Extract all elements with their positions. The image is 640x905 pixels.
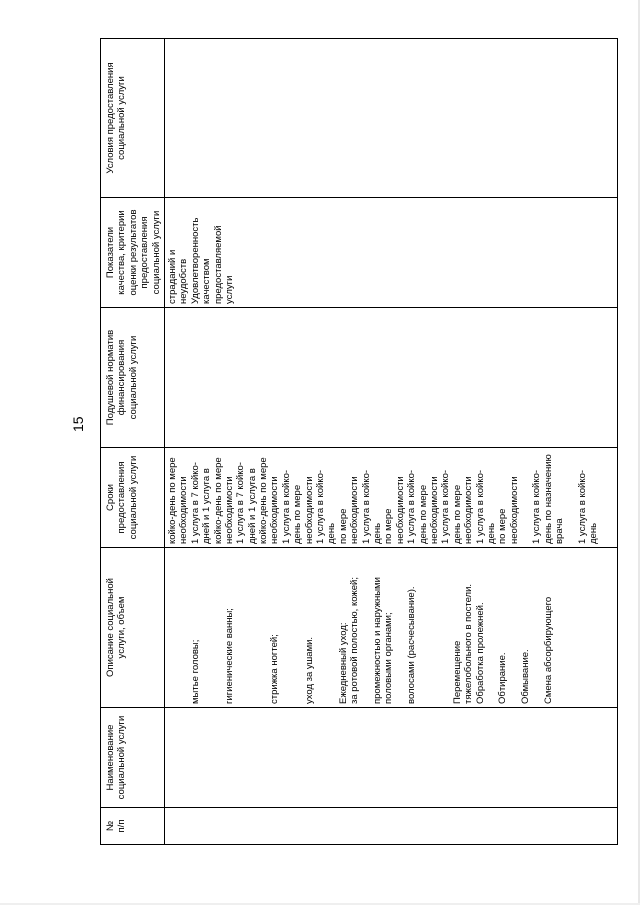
- cell-description: [164, 548, 617, 708]
- terms-line: необходимости: [463, 476, 475, 544]
- description-line: стрижка ногтей;: [269, 634, 281, 704]
- terms-line: день по мере: [292, 484, 304, 544]
- cell-conditions: [164, 39, 617, 198]
- terms-line: по мере: [497, 508, 509, 544]
- page-number: 15: [70, 416, 86, 432]
- header-financing-norm: Подушевой норматив финансирования социальной услуги: [101, 308, 165, 448]
- terms-line: необходимости: [178, 476, 190, 544]
- terms-line: необходимости: [508, 476, 520, 544]
- description-line: Ежедневный уход:: [337, 622, 349, 704]
- terms-line: по мере: [337, 508, 349, 544]
- description-line: [315, 551, 326, 704]
- description-line: [258, 551, 269, 704]
- description-line: [531, 551, 542, 704]
- header-conditions: Условия предоставления социальной услуги: [101, 39, 165, 198]
- terms-line: необходимости: [394, 476, 406, 544]
- description-line: гигиенические ванны;: [223, 608, 235, 704]
- terms-line: необходимости: [269, 476, 281, 544]
- terms-line: дней и 1 услуга в: [201, 468, 213, 544]
- table-row: [164, 39, 617, 845]
- quality-line: услуги: [223, 275, 235, 304]
- description-line: мытье головы;: [189, 639, 201, 704]
- description-line: Смена абсорбирующего: [542, 596, 554, 704]
- header-terms: Сроки предоставления социальной услуги: [101, 448, 165, 548]
- terms-line: день по назначению: [542, 454, 554, 544]
- terms-line: 1 услуга в койко-: [440, 469, 452, 544]
- quality-line: качеством: [201, 258, 213, 304]
- cell-service-name: [164, 708, 617, 808]
- cell-number: [164, 808, 617, 845]
- cell-quality-indicators: [164, 198, 617, 308]
- description-line: [429, 551, 440, 704]
- description-line: уход за ушами.: [303, 636, 315, 704]
- terms-line: по мере: [383, 508, 395, 544]
- terms-line: день по мере: [417, 484, 429, 544]
- quality-line: Удовлетворенность: [189, 217, 201, 304]
- terms-line: 1 услуга в койко-день: [474, 469, 497, 544]
- terms-line: койко-день по мере: [258, 457, 270, 544]
- description-line: [509, 551, 520, 704]
- description-line: Обмывание.: [520, 649, 532, 704]
- cell-financing-norm: [164, 308, 617, 448]
- description-line: Обработка пролежней.: [474, 602, 486, 704]
- description-line: [235, 551, 246, 704]
- header-description: Описание социальной услуги, объем: [101, 548, 165, 708]
- terms-line: койко-день по мере: [212, 457, 224, 544]
- terms-line: 1 услуга в 7 койко-: [189, 462, 201, 544]
- services-table: [100, 38, 618, 845]
- terms-line: 1 услуга в 7 койко-: [235, 462, 247, 544]
- header-quality-indicators: Показатели качества, критерии оценки результатов предоставления социальной услуги: [101, 198, 165, 308]
- description-line: [326, 551, 337, 704]
- terms-line: необходимости: [303, 476, 315, 544]
- description-line: [213, 551, 224, 704]
- description-line: [281, 551, 292, 704]
- description-line: волосами (расчесывание).: [406, 586, 418, 704]
- description-line: [418, 551, 429, 704]
- description-line: Обтирание.: [497, 652, 509, 704]
- terms-line: [520, 451, 531, 544]
- description-line: [178, 551, 189, 704]
- quality-line: предоставляемой: [212, 225, 224, 304]
- description-line: [395, 551, 406, 704]
- terms-line: необходимости: [428, 476, 440, 544]
- terms-line: 1 услуга в койко-день: [577, 469, 600, 544]
- terms-line: дней и 1 услуга в: [246, 468, 258, 544]
- terms-line: 1 услуга в койко-день: [315, 469, 338, 544]
- terms-line: 1 услуга в койко-: [406, 469, 418, 544]
- description-line: [440, 551, 451, 704]
- description-line: [361, 551, 372, 704]
- terms-line: 1 услуга в койко-: [280, 469, 292, 544]
- description-line: [247, 551, 258, 704]
- description-line: за ротовой полостью, кожей;: [349, 577, 361, 704]
- description-line: [292, 551, 303, 704]
- terms-line: 1 услуга в койко-: [531, 469, 543, 544]
- terms-line: 1 услуга в койко-день: [360, 469, 383, 544]
- header-number: № п/п: [101, 808, 165, 845]
- terms-line: день по мере: [451, 484, 463, 544]
- description-line: промежностью и наружными: [371, 577, 383, 704]
- terms-line: необходимости: [223, 476, 235, 544]
- header-service-name: Наименование социальной услуги: [101, 708, 165, 808]
- description-line: Перемещение: [451, 640, 463, 704]
- description-line: тяжелобольного в постели.: [463, 583, 475, 704]
- terms-line: койко-день по мере: [166, 457, 178, 544]
- table-header-row: [101, 39, 165, 845]
- cell-terms: [164, 448, 617, 548]
- terms-line: врача: [554, 518, 566, 544]
- terms-line: необходимости: [349, 476, 361, 544]
- rotated-page-content: [100, 39, 618, 845]
- description-line: [201, 551, 212, 704]
- quality-line: страданий и: [166, 249, 178, 304]
- quality-line: неудобств: [178, 258, 190, 304]
- description-line: [486, 551, 497, 704]
- description-line: половыми органами;: [383, 612, 395, 704]
- terms-line: [566, 451, 577, 544]
- description-line: [167, 551, 178, 704]
